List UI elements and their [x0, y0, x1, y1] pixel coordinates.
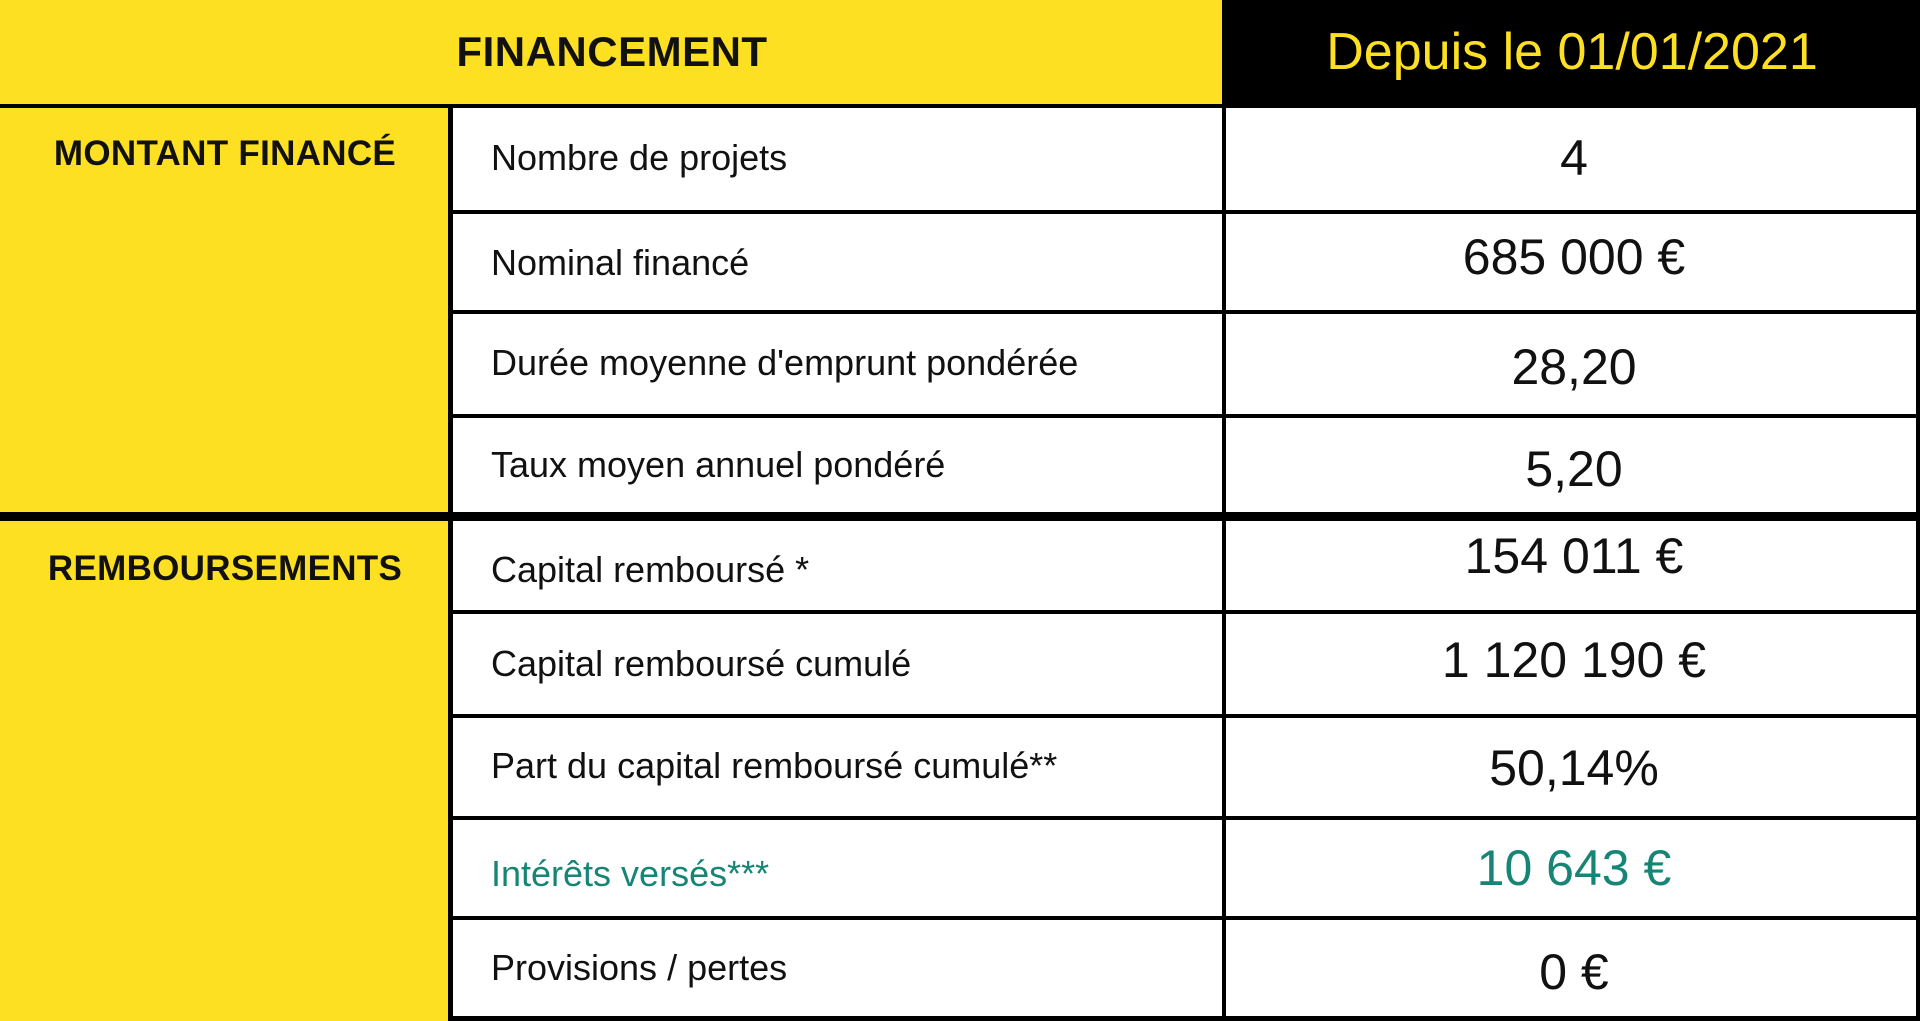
category-montant-finance	[0, 104, 450, 512]
header-title-left: FINANCEMENT	[456, 28, 768, 75]
table-row-value: 154 011 €	[1464, 528, 1684, 584]
category-remboursements	[0, 519, 450, 1021]
table-header-financement	[0, 0, 1224, 104]
table-row-label: Part du capital remboursé cumulé**	[491, 745, 1058, 786]
table-row-label: Capital remboursé cumulé	[491, 643, 912, 684]
row-divider	[448, 210, 1920, 214]
table-row-value: 50,14%	[1489, 740, 1659, 796]
row-divider	[448, 816, 1920, 820]
table-row-label: Nombre de projets	[491, 137, 788, 178]
header-title-right: Depuis le 01/01/2021	[1326, 23, 1818, 81]
table-row-label-highlight: Intérêts versés***	[491, 853, 770, 894]
table-row-value: 685 000 €	[1462, 229, 1686, 285]
row-divider	[448, 714, 1920, 718]
row-divider	[448, 916, 1920, 920]
section-divider	[0, 512, 1920, 521]
table-border-bottom	[448, 1016, 1920, 1021]
table-row-value: 5,20	[1525, 441, 1623, 497]
table-row-value: 0 €	[1539, 944, 1609, 1000]
row-divider	[448, 610, 1920, 614]
column-divider	[448, 104, 453, 1021]
table-row-label: Provisions / pertes	[491, 947, 788, 988]
table-row-label: Nominal financé	[491, 242, 750, 283]
row-divider	[448, 310, 1920, 314]
table-header-date	[1224, 0, 1920, 104]
table-row-value-highlight: 10 643 €	[1476, 840, 1672, 896]
category-label: REMBOURSEMENTS	[47, 549, 403, 588]
table-row-value: 28,20	[1511, 339, 1637, 395]
row-divider	[448, 414, 1920, 418]
table-row-label: Capital remboursé *	[491, 549, 810, 590]
table-border-right	[1916, 104, 1920, 1021]
table-row-value: 4	[1560, 130, 1588, 186]
row-divider	[0, 104, 1920, 108]
category-label: MONTANT FINANCÉ	[53, 134, 397, 173]
table-row-label: Taux moyen annuel pondéré	[491, 444, 946, 485]
table-row-label: Durée moyenne d'emprunt pondérée	[491, 342, 1079, 383]
table-row-value: 1 120 190 €	[1441, 632, 1707, 688]
column-divider	[1222, 0, 1226, 1021]
